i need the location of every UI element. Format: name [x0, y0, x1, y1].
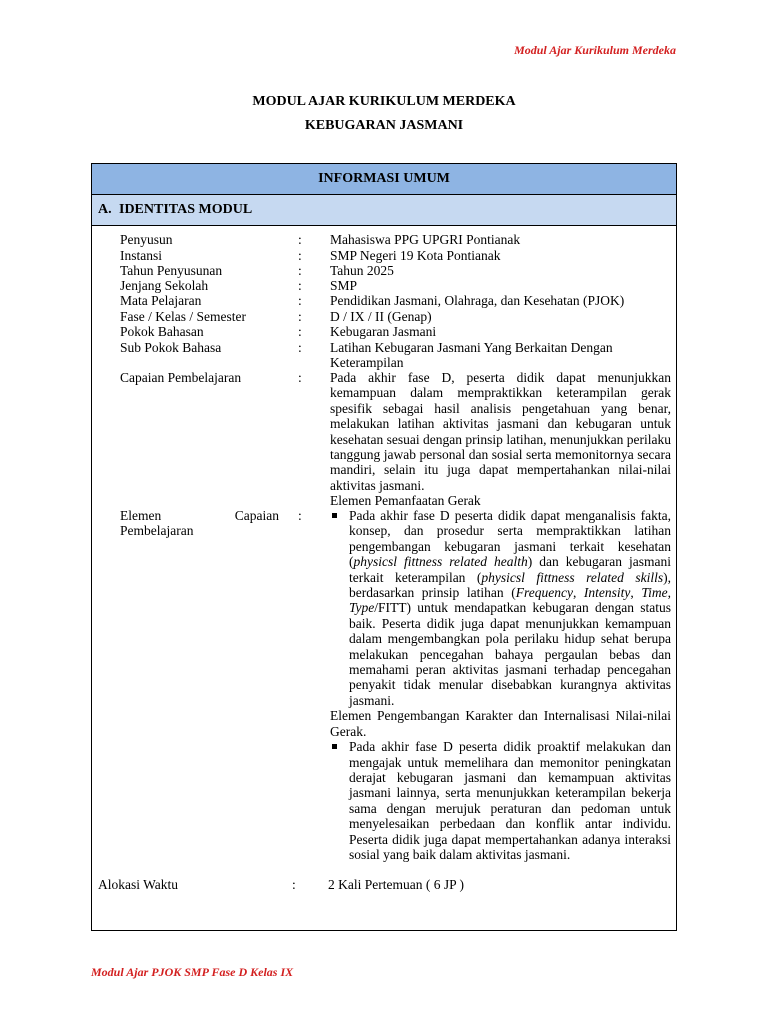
label-part: Pembelajaran — [120, 523, 194, 539]
field-colon: : — [298, 340, 302, 355]
field-value: Kebugaran Jasmani — [330, 324, 437, 339]
elemen-subheading: Elemen Pengembangan Karakter dan Internalisasi Nilai-nilai Gerak. — [330, 708, 671, 739]
field-colon: : — [298, 248, 302, 263]
field-label: Penyusun — [120, 232, 173, 247]
field-colon: : — [298, 232, 302, 247]
field-value: Tahun 2025 — [330, 263, 394, 278]
field-value: 2 Kali Pertemuan ( 6 JP ) — [328, 877, 464, 892]
field-label: Sub Pokok Bahasa — [120, 340, 222, 355]
elemen-list — [330, 508, 671, 708]
field-label: Capaian Pembelajaran — [120, 370, 242, 385]
field-value: Pendidikan Jasmani, Olahraga, dan Kesehatan (PJOK) — [330, 293, 625, 308]
document-title: MODUL AJAR KURIKULUM MERDEKA — [252, 94, 516, 109]
field-value: SMP Negeri 19 Kota Pontianak — [330, 248, 501, 263]
subsection-name: IDENTITAS MODUL — [119, 202, 253, 217]
field-value: D / IX / II (Genap) — [330, 309, 432, 324]
subsection-header — [92, 195, 676, 226]
document-subtitle: KEBUGARAN JASMANI — [304, 118, 464, 133]
label-part: Capaian — [234, 508, 279, 523]
field-value — [330, 508, 671, 862]
footer-note: Modul Ajar PJOK SMP Fase D Kelas IX — [91, 965, 294, 979]
subsection-letter: A. — [98, 202, 112, 217]
field-label: Alokasi Waktu — [98, 877, 179, 892]
field-colon: : — [298, 278, 302, 293]
field-colon: : — [292, 877, 296, 892]
field-value — [330, 370, 671, 509]
field-label: Jenjang Sekolah — [120, 278, 209, 293]
field-label: Fase / Kelas / Semester — [120, 309, 246, 324]
field-colon: : — [298, 370, 302, 385]
field-label: Tahun Penyusunan — [120, 263, 223, 278]
field-value: Latihan Kebugaran Jasmani Yang Berkaitan Dengan Keterampilan — [330, 340, 613, 371]
field-colon: : — [298, 309, 302, 324]
capaian-trailing: Elemen Pemanfaatan Gerak — [330, 493, 481, 509]
field-label: Pokok Bahasan — [120, 324, 204, 339]
field-colon: : — [298, 293, 302, 308]
field-value: Mahasiswa PPG UPGRI Pontianak — [330, 232, 521, 247]
list-item: Pada akhir fase D peserta didik dapat menganalisis fakta, konsep, dan prosedur serta mempraktikkan latihan pengembangan kebugaran jasmani terkait kesehatan (physicsl fittness related health) dan kebugaran jasmani terkait keterampilan (physicsl fittness related skills), berdasarkan prinsip latihan (Frequency, Intensity, Time, Type/FITT) untuk mendapatkan kebugaran dengan status baik. Peserta didik juga dapat menunjukkan kemampuan dalam mengembangkan pola perilaku hidup sehat berupa melakukan pencegahan bahaya pergaulan bebas dan memahami peran aktivitas jasmani terhadap pencegahan penyakit tidak menular disebabkan kurangnya aktivitas jasmani. — [330, 508, 671, 708]
label-part: Elemen — [120, 508, 162, 523]
info-table — [91, 163, 677, 931]
field-colon: : — [298, 263, 302, 278]
field-label — [120, 508, 280, 539]
field-value: SMP — [330, 278, 358, 293]
capaian-text: Pada akhir fase D, peserta didik dapat menunjukkan kemampuan dalam mempraktikkan keterampilan gerak spesifik sebagai hasil analisis pengetahuan yang benar, melakukan latihan aktivitas jasmani dan kebugaran untuk kesehatan sesuai dengan prinsip latihan, menunjukkan perilaku tanggung jawab personal dan sosial serta memonitornya secara mandiri, selain itu juga dapat mempertahankan nilai-nilai aktivitas jasmani. — [330, 370, 671, 493]
elemen-list-2 — [330, 739, 671, 862]
field-colon: : — [298, 508, 302, 523]
section-header: INFORMASI UMUM — [92, 164, 676, 195]
field-label: Mata Pelajaran — [120, 293, 202, 308]
field-label: Instansi — [120, 248, 162, 263]
list-item: Pada akhir fase D peserta didik proaktif melakukan dan mengajak untuk memelihara dan memonitor peningkatan derajat kebugaran jasmani dan kemampuan aktivitas jasmani lainnya, serta menunjukkan keterampilan bekerja sama dengan merujuk peraturan dan pedoman untuk menyelesaikan perbedaan dan konflik antar individu. Peserta didik juga dapat mempertahankan adanya interaksi sosial yang baik dalam aktivitas jasmani. — [330, 739, 671, 862]
header-note: Modul Ajar Kurikulum Merdeka — [514, 43, 676, 57]
field-colon: : — [298, 324, 302, 339]
